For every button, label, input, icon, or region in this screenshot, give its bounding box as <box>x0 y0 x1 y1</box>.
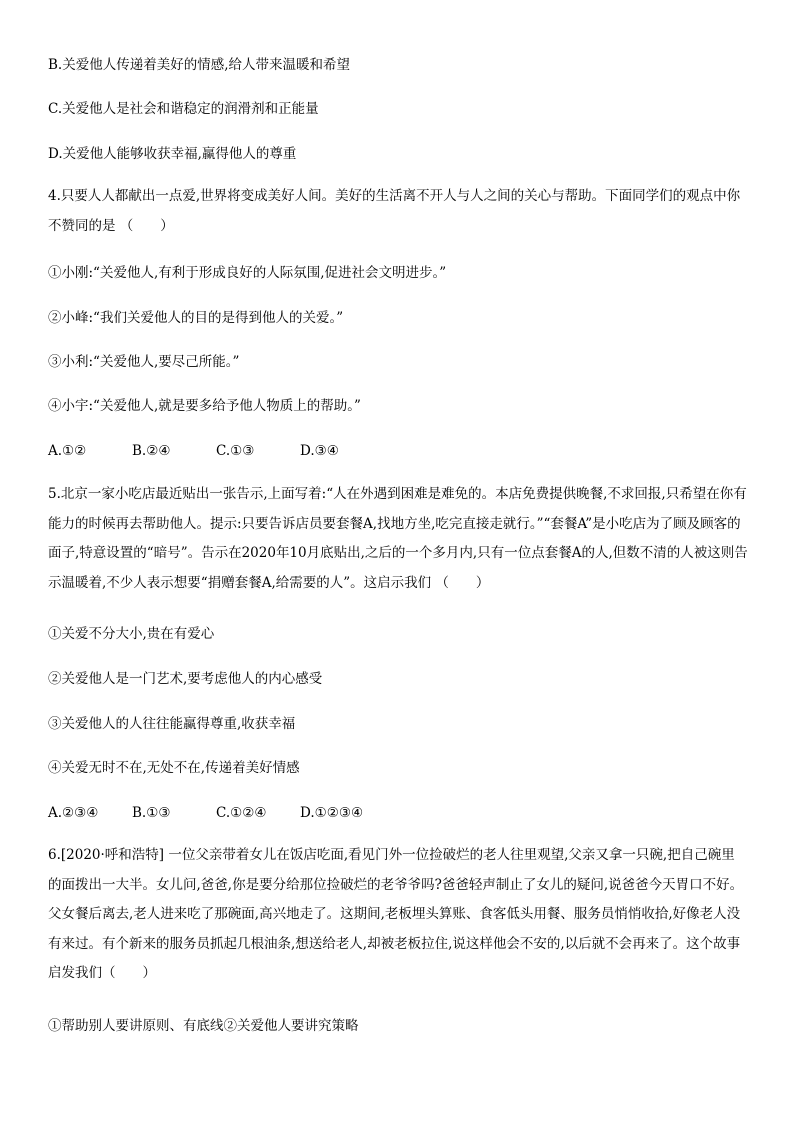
q5-item-3: ③关爱他人的人往往能赢得尊重,收获幸福 <box>48 716 296 732</box>
q5-choice-c: C.①②④ <box>216 805 267 821</box>
q4-stem: 4.只要人人都献出一点爱,世界将变成美好人间。美好的生活离不开人与人之间的关心与帮助。下面同学们的观点中你不赞同的是 （ ） <box>48 188 741 234</box>
q3-option-d: D.关爱他人能够收获幸福,赢得他人的尊重 <box>48 146 297 162</box>
q4-choice-d: D.③④ <box>300 443 339 459</box>
q4-choice-b: B.②④ <box>132 443 171 459</box>
q4-item-2: ②小峰:“我们关爱他人的目的是得到他人的关爱。” <box>48 310 344 326</box>
q5-item-4: ④关爱无时不在,无处不在,传递着美好情感 <box>48 760 300 776</box>
q4-choices <box>48 442 748 460</box>
q4-item-1: ①小刚:“关爱他人,有利于形成良好的人际氛围,促进社会文明进步。” <box>48 265 447 281</box>
q5-item-2: ②关爱他人是一门艺术,要考虑他人的内心感受 <box>48 671 323 687</box>
q4-choice-a: A.①② <box>48 443 87 459</box>
q5-choice-a: A.②③④ <box>48 805 99 821</box>
q5-choice-b: B.①③ <box>132 805 171 821</box>
q3-option-c: C.关爱他人是社会和谐稳定的润滑剂和正能量 <box>48 101 319 117</box>
q4-item-4: ④小宇:“关爱他人,就是要多给予他人物质上的帮助。” <box>48 398 361 414</box>
q5-stem: 5.北京一家小吃店最近贴出一张告示,上面写着:“人在外遇到困难是难免的。本店免费提供晚餐,不求回报,只希望在你有能力的时候再去帮助他人。提示:只要告诉店员要套餐A,找地方坐,吃完直接走就行。”“套餐A”是小吃店为了顾及顾客的面子,特意设置的“暗号”。告示在2020年10月底贴出,之后的一个多月内,只有一位点套餐A的人,但数不清的人被这则告示温暖着,不少人表示想要“捐赠套餐A,给需要的人”。这启示我们 （ ） <box>48 486 748 591</box>
q5-item-1: ①关爱不分大小,贵在有爱心 <box>48 626 215 642</box>
q3-option-b: B.关爱他人传递着美好的情感,给人带来温暖和希望 <box>48 57 351 73</box>
q4-choice-c: C.①③ <box>216 443 255 459</box>
q5-choices <box>48 804 748 822</box>
q6-stem: 6.[2020·呼和浩特] 一位父亲带着女儿在饭店吃面,看见门外一位捡破烂的老人往里观望,父亲又拿一只碗,把自己碗里的面拨出一大半。女儿问,爸爸,你是要分给那位捡破烂的老爷爷吗?爸爸轻声制止了女儿的疑问,说爸爸今天胃口不好。父女餐后离去,老人进来吃了那碗面,高兴地走了。这期间,老板埋头算账、食客低头用餐、服务员悄悄收拾,好像老人没有来过。有个新来的服务员抓起几根油条,想送给老人,却被老板拉住,说这样他会不安的,以后就不会再来了。这个故事启发我们（ ） <box>48 847 744 981</box>
q5-choice-d: D.①②③④ <box>300 805 364 821</box>
q6-item-1: ①帮助别人要讲原则、有底线②关爱他人要讲究策略 <box>48 1018 359 1034</box>
q4-item-3: ③小利:“关爱他人,要尽己所能。” <box>48 354 240 370</box>
